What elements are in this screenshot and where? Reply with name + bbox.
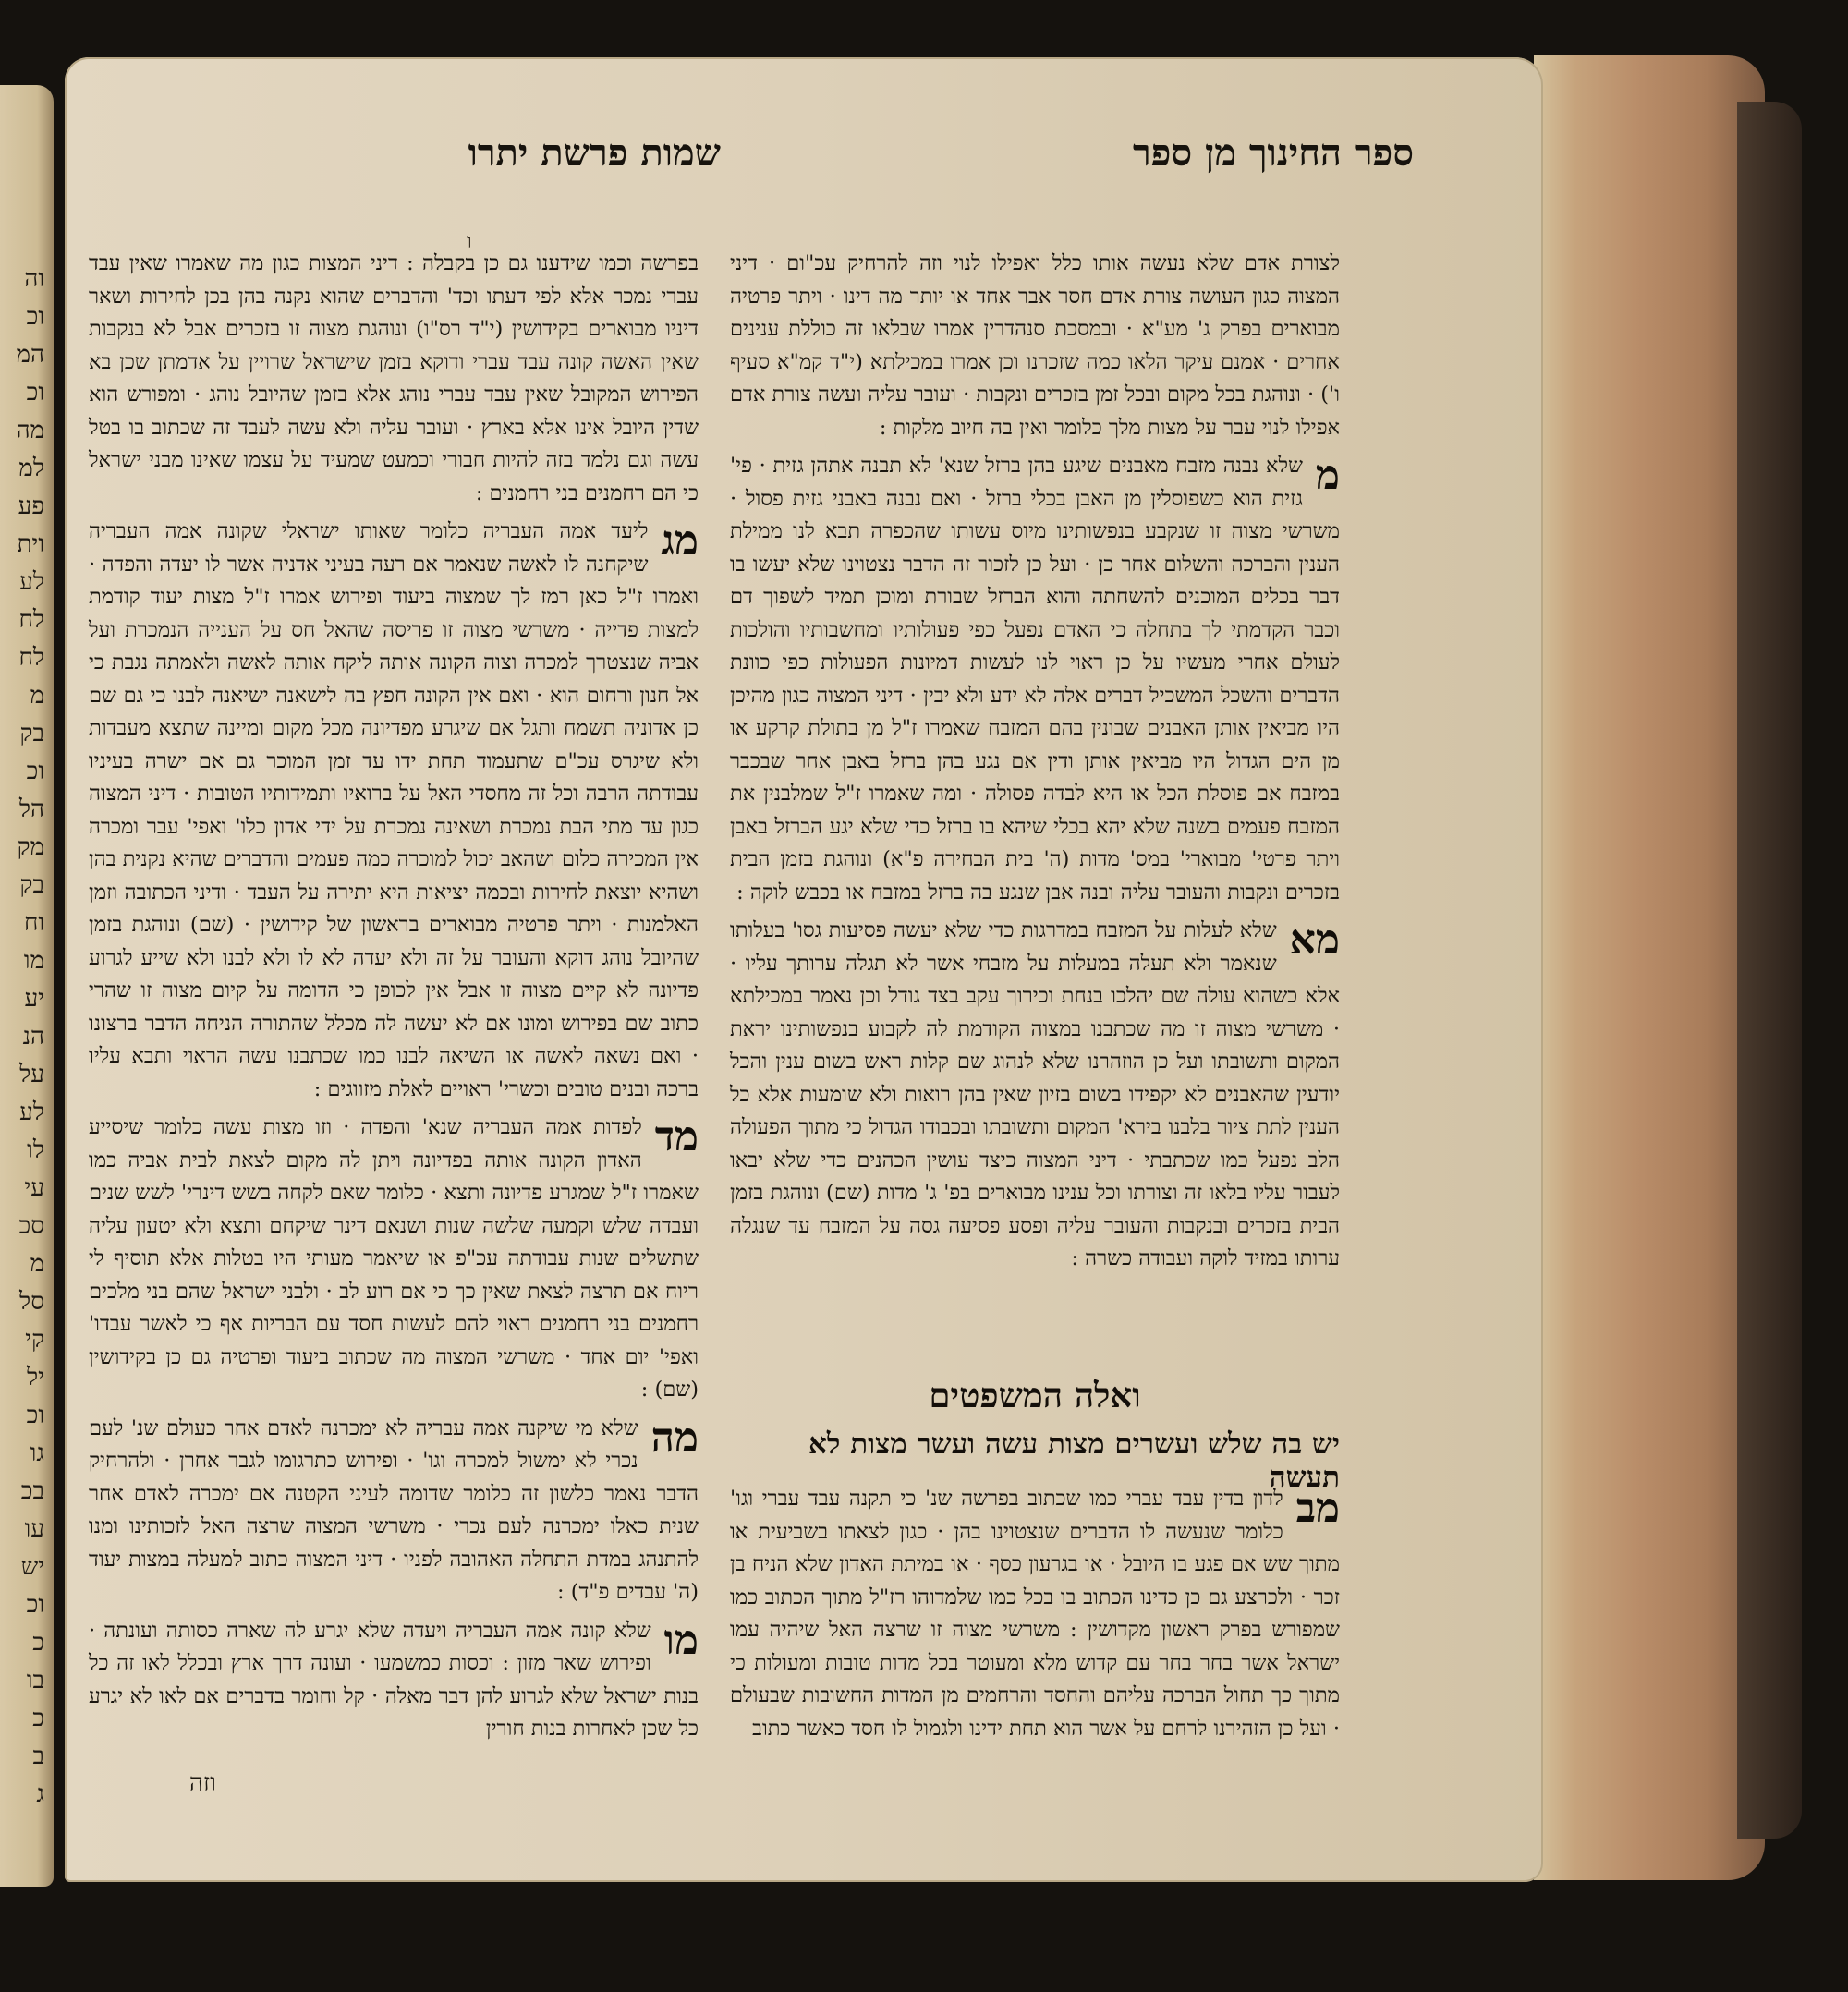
mitzvah-entry bbox=[730, 1483, 1340, 1745]
mitzvah-entry bbox=[730, 450, 1340, 909]
mitzvah-number: מד bbox=[654, 1113, 699, 1160]
section-subheading: יש בה שלש ועשרים מצות עשה ועשר מצות לא תעשה bbox=[808, 1427, 1340, 1494]
right-column bbox=[730, 248, 1340, 1281]
header-left-title: שמות פרשת יתרו bbox=[468, 130, 721, 175]
mitzvah-number: מג bbox=[661, 517, 699, 565]
mitzvah-entry bbox=[730, 915, 1340, 1276]
mitzvah-entry bbox=[89, 516, 699, 1106]
left-page-text-fragment: וה וכ המ וכ מה למ פע וית לע לח לח מ בק וכ הל מק בק וח מו יע הנ על לע לו עי סכ מ סל קי יל וכ גו בכ עו יש וכ כ בו כ ב ג bbox=[16, 265, 44, 1808]
mitzvah-text: לפדות אמה העבריה שנא' והפדה · וזו מצות עשה כלומר שיסייע האדון הקונה אותה בפדיונה ויתן לה מקום לצאת לבית אביה כמו שאמרו ז"ל שמגרע פדיונה ותצא · כלומר שאם לקחה בשש דינרי' לשש שנים ועבדה שלש וקמעה שלשה שנות ושנאם דינר שיקחם ותצא ולא יטעון עליה שתשלים שנות עבודתה עכ"פ או שיאמר מעותי היו בטלות אלא תוסיף לי ריוח אם תרצה לצאת שאין כך כי אם רוע לב · ולבני ישראל שהם בני מלכים רחמנים בני רחמנים ראוי להם לעשות חסד עם הבריות אף כי לאשר עבדו' ואפי' יום אחד · משרשי המצוה מה שכתוב ביעוד ופרטיה גם כן בקידושין (שם) : bbox=[89, 1115, 699, 1402]
left-facing-page bbox=[0, 85, 54, 1887]
mitzvah-number: מו bbox=[663, 1616, 699, 1664]
paragraph: בפרשה וכמו שידענו גם כן בקבלה : דיני המצות כגון מה שאמרו שאין עבד עברי נמכר אלא לפי דעתו וכד' והדברים שהוא נקנה בהן בכן לחירות ושאר דיניו מבוארים בקידושין (י"ד רס"ו) ונוהגת מצוה זו בזכרים אבל לא בנקבות שאין האשה קונה עבד עברי ודוקא בזמן שישראל שרויין על אדמתן שכן בא הפירוש המקובל שאין עבד עברי נוהג אלא בזמן שהיובל נוהג · ומפורש הוא שדין היובל אינו אלא בארץ · ועובר עליה ולא עשה לעבד זה שכתוב בו בטל עשה וגם נלמד בזה להיות חבורי וכמעט שמעיד על עצמו שאינו מבני ישראל כי הם רחמנים בני רחמנים : bbox=[89, 251, 699, 505]
section-heading: ואלה המשפטים bbox=[929, 1375, 1141, 1415]
mitzvah-number: מה bbox=[650, 1414, 699, 1462]
mitzvah-text: שלא נבנה מזבח מאבנים שיגע בהן ברזל שנא' לא תבנה אתהן גזית · פי' גזית הוא כשפוסלין מן האבן בכלי ברזל · ואם נבנה באבני גזית פסול · משרשי מצוה זו שנקבע בנפשותינו מיוס עשותו שהכפרה תבא לנו ממילת הענין והברכה והשלום אחר כן · ועל כן לזכור זה הדבר נצטוינו שלא יעשו בו דבר בכלים המוכנים להשחתה והוא הברזל שבורת ומוכן תמיד לשפוך דם וכבר הקדמתי לך בתחלה כי האדם נפעל כפי פעולותיו ומחשבותיו והולכות לעולם אחרי מעשיו על כן ראוי לנו לעשות דמיונות הפעולות כפי כוונת הדברים והשכל המשכיל דברים אלה לא ידע ולא יבין · דיני המצוה כגון מהיכן היו מביאין אותן האבנים שבונין בהם המזבח שאמרו ז"ל מן בתולת קרקע או מן הים הגדול היו מביאין אותן ודין אם נגע בהן ברזל באבן אחר שבכבר במזבח אם פוסלת הכל או היא לבדה פסולה · ומה שאמרו ז"ל שמלבנין את המזבח פעמים בשנה שלא יהא בכלי שיהא בו ברזל כדי שלא יגע הברזל באבן ויתר פרטי' מבוארי' במס' מדות (ה' בית הבחירה פ"א) ונוהגת בזמן הבית בזכרים ונקבות והעובר עליה ובנה אבן שנגע בה ברזל במזבח או בכבש לוקה : bbox=[730, 454, 1340, 905]
book-cover-edge bbox=[1737, 102, 1802, 1839]
paragraph: לצורת אדם שלא נעשה אותו כלל ואפילו לנוי וזה להרחיק עכ"ום · דיני המצוה כגון העושה צורת אדם חסר אבר אחד או יותר מה דינו · ויתר פרטיה מבוארים בפרק ג' מע"א · ובמסכת סנהדרין אמרו שבלאו זה כוללת ענינים אחרים · אמנם עיקר הלאו כמה שזכרנו וכן אמרו במכילתא (י"ד קמ"א סעיף ו') · ונוהגת בכל מקום ובכל זמן בזכרים ונקבות · ועובר עליה ועשה צורת אדם אפילו לנוי עבר על מצות מלך כלומר ואין בה חיוב מלקות : bbox=[730, 251, 1340, 440]
running-header-right bbox=[730, 120, 1414, 185]
mitzvah-text: שלא לעלות על המזבח במדרגות כדי שלא יעשה פסיעות גסו' בעלותו שנאמר ולא תעלה במעלות על מזבחי אשר לא תגלה ערותך עליו · אלא כשהוא עולה שם יהלכו בנחת וכירוך עקב בצד גודל וכן נאמר במכילתא · משרשי מצוה זו מה שכתבנו במצוה הקודמת לה לקבוע בנפשותינו יראת המקום ותשובתו ועל כן הוזהרנו שלא לנהוג שם קלות ראש בשום ענין והכל יודעין שהאבנים לא יקפידו בשום בזיון שאין בהן רואות ולא שומעות אלא כל הענין לתת ציור בלבנו בירא' המקום ותשובתו ובכבודו הגדול כי מתוך הפעולה הלב נפעל כמו שכתבתי · דיני המצוה כיצד עושין הכהנים כדי שלא יבאו לעבור עליו בלאו זה וצורתו וכל ענינו מבוארים בפ' ג' מדות (שם) ונוהגת בזמן הבית בזכרים ובנקבות והעובר עליה ופסע פסיעה גסה על המזבח עד שנגלה ערותו במזיד לוקה ועבודה כשרה : bbox=[730, 918, 1340, 1270]
right-column-lower bbox=[730, 1483, 1340, 1751]
mitzvah-text: ליעד אמה העבריה כלומר שאותו ישראלי שקונה אמה העבריה שיקחנה לו לאשה שנאמר אם רעה בעיני אדניה אשר לו יעדה והפדה · ואמרו ז"ל כאן רמז לך שמצוה ביעוד ופירוש אמרו ז"ל מצות יעוד קודמת למצות פדייה · משרשי מצוה זו פריסה שהאל חס על הענייה הנמכרת ועל אביה שנצטרך למכרה וצוה הקונה אותה ליקח אותה לאשה ולאמתה נגבת כי אל חנון ורחום הוא · ואם אין הקונה חפץ בה לישאנה ישיאנה לבנו כי גם שם כן אדוניה תשמח ותגל אם שיגרע מפדיונה מכל מקום ומיינה שתצא מעבדות ולא שיגרס עכ"ם שתעמוד תחת ידו עד זמן המוכר גם אם ישרה בעיניו עבודתה הרבה וכל זה מחסדי האל על ברואיו ותמידותיו הטובות · דיני המצוה כגון עד מתי הבת נמכרת ושאינה נמכרת על ידי אדון כלו' ואפי' עבר ומכרה אין המכירה כלום ושהאב יכול למוכרה כמה פעמים והדברים שהיא נקנית בהן ושהיא יוצאת לחירות ובכמה יציאות היא יתירה על העבד · ודיני הכתובה וזמן האלמנות · ויתר פרטיה מבוארים בראשון של קידושין · (שם) ונוהגת בזמן שהיובל נוהג דוקא והעובר על זה ולא יעדה לא לו ולא לבנו ולא שייע לגרוע פדיונה לא קיים מצוה זו אבל אין לכופן כי הדומה על קיום מצוה זו שהרי כתוב שם בפירוש ומונו אם לא יעשה לה מכלל שהתורה הניחה הדבר ברצונו · ואם נשאה לאשה או השיאה לבנו כמו שכתבנו עשה הראוי ותבא עליו ברכה ובנים טובים וכשרי' ראויים לאלת מזווגים : bbox=[89, 519, 699, 1101]
mitzvah-entry bbox=[89, 1615, 699, 1746]
left-column bbox=[89, 248, 699, 1752]
mitzvah-number: מ bbox=[1315, 452, 1340, 499]
running-header-left bbox=[407, 120, 721, 185]
mitzvah-text: לדון בדין עבד עברי כמו שכתוב בפרשה שנ' כי תקנה עבד עברי וגו' כלומר שנעשה לו הדברים שנצטוינו בהן · כגון לצאתו בשביעית או מתוך שש אם פגע בו היובל · או בגרעון כסף · או במיתת האדון שלא הניח בן זכר · ולכרצע גם כן כדינו הכתוב בו בכל כמו שלמדוהו רז"ל מתוך הכתוב כמו שמפורש בפרק ראשון מקדושין : משרשי מצוה זו שרצה האל שיהיה עמו ישראל אשר בחר בחר עם קדוש מלא ומעוטר בכל מדות טובות ומעולות כי מתוך כך תחול הברכה עליהם והחסד והרחמים מן המדות החשובות שבעולם · ועל כן הזהירנו לרחם על אשר הוא תחת ידינו ולגמול לו חסד כאשר כתוב bbox=[730, 1487, 1340, 1741]
mitzvah-number: מב bbox=[1295, 1485, 1340, 1532]
mitzvah-text: שלא מי שיקנה אמה עבריה לא ימכרנה לאדם אחר כעולם שנ' לעם נכרי לא ימשול למכרה וגו' · ופירוש כתרגומו לגבר אחרן · ולהרחיק הדבר נאמר כלשון זה כלומר שדומה לעיני הקטנה אם ימכרה לאדם אחר שנית כאלו ימכרנה לעם נכרי · משרשי המצוה שרצה האל לזכותינו ומנו להתנהג במדת התחלה האהובה לפניו · דיני המצוה כתוב למעלה במצות יעוד (ה' עבדים פ"ד) : bbox=[89, 1415, 699, 1604]
mitzvah-number: מא bbox=[1289, 917, 1340, 964]
page-mark: ו bbox=[467, 230, 472, 253]
mitzvah-entry bbox=[89, 1413, 699, 1609]
catchword: וזה bbox=[189, 1769, 216, 1797]
header-right-title: ספר החינוך מן ספר bbox=[1132, 130, 1414, 175]
mitzvah-entry bbox=[89, 1111, 699, 1407]
mitzvah-text: שלא קונה אמה העבריה ויעדה שלא יגרע לה שארה כסותה ועונתה · ופירוש שאר מזון : וכסות כמשמעו · ועונה דרך ארץ ובכלל לאו זה כל בנות ישראל שלא לגרוע להן דבר מאלה · קל וחומר בדברים אם לאו לא יגרע כל שכן לאחרות בנות חורין bbox=[89, 1618, 699, 1741]
page-block-edge bbox=[1534, 55, 1765, 1880]
